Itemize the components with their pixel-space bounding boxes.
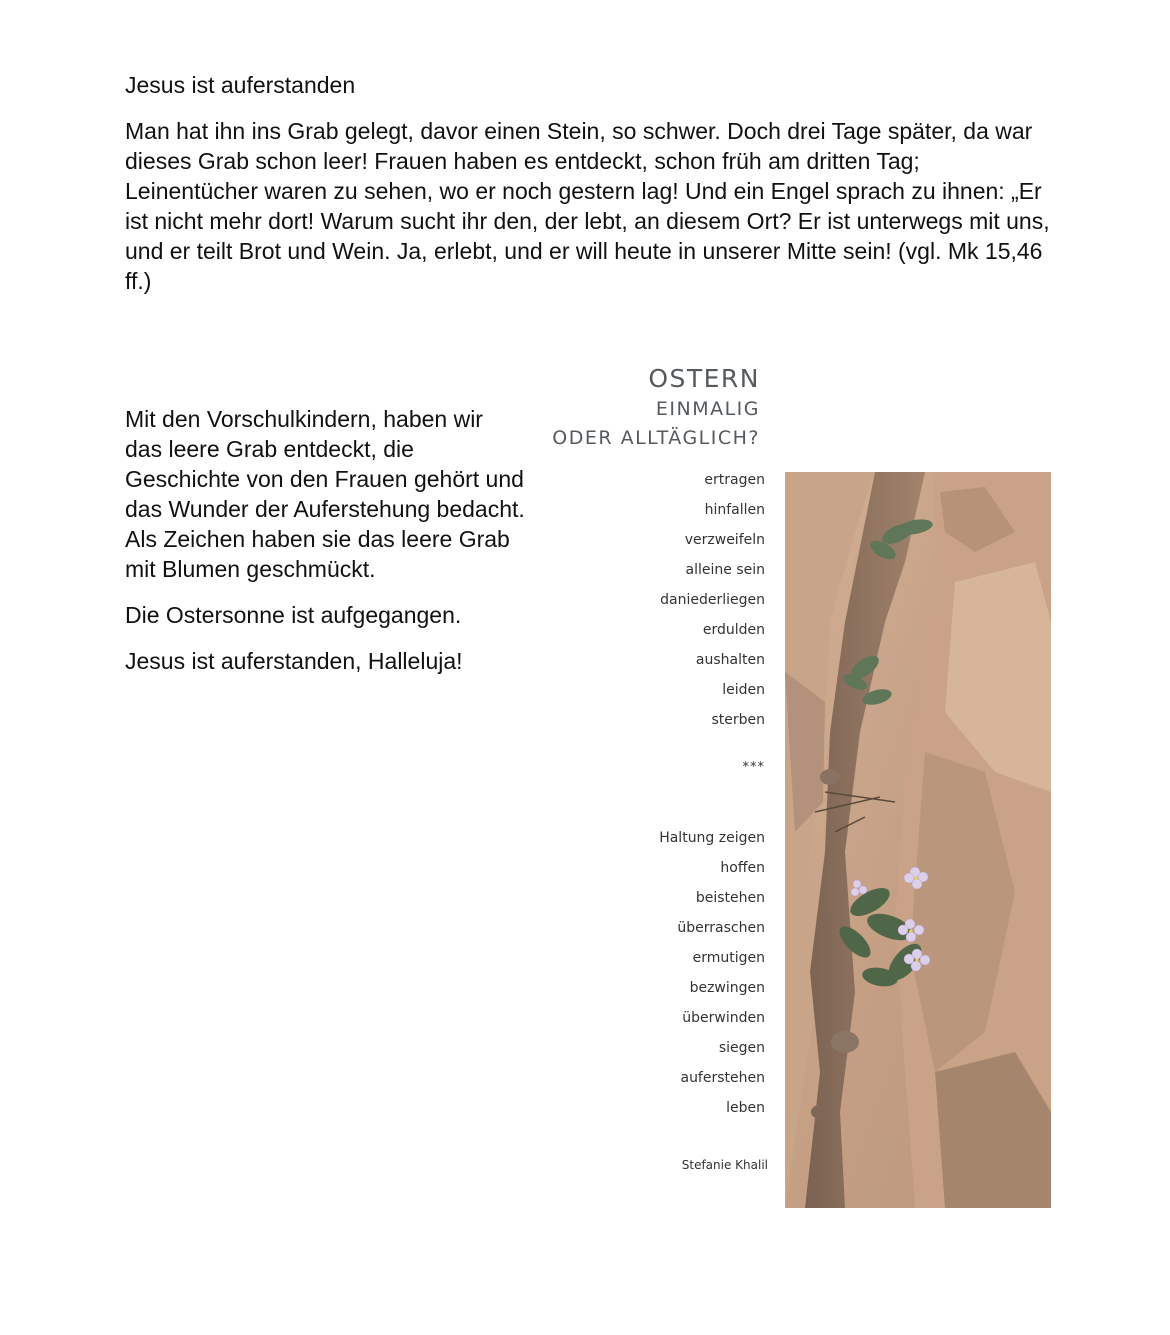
poem-verb: leiden	[722, 682, 765, 698]
paragraph-preschool: Mit den Vorschulkindern, haben wir das leere Grab entdeckt, die Geschichte von den Frauen gehört und das Wunder der Auferstehung bedacht. Als Zeichen haben sie das leere Grab mit Blumen geschmückt.	[125, 406, 525, 582]
document-title: Jesus ist auferstanden	[125, 72, 356, 98]
poem-verb: sterben	[711, 712, 765, 728]
kindergarten-text	[125, 404, 525, 692]
poem-separator: ***	[742, 760, 765, 775]
poem-verb: überraschen	[677, 920, 765, 936]
poem-title-line-2: EINMALIG	[655, 398, 760, 420]
poem-verb: ertragen	[704, 472, 765, 488]
rock-flower-photo	[785, 472, 1051, 1208]
poem-verbs-suffering	[660, 465, 765, 735]
poem-verb: überwinden	[682, 1010, 765, 1026]
paragraph-easter-sun: Die Ostersonne ist aufgegangen.	[125, 602, 462, 628]
poem-verb: ermutigen	[692, 950, 765, 966]
poem-verb: daniederliegen	[660, 592, 765, 608]
poem-verb: Haltung zeigen	[659, 830, 765, 846]
poem-verb: siegen	[718, 1040, 765, 1056]
poem-title-line-1: OSTERN	[648, 364, 760, 393]
poem-verbs-resurrection	[659, 823, 765, 1123]
poem-author: Stefanie Khalil	[681, 1158, 768, 1172]
poem-title	[552, 364, 760, 452]
poem-verb: aushalten	[695, 652, 765, 668]
poem-verb: bezwingen	[689, 980, 765, 996]
poem-verb: auferstehen	[680, 1070, 765, 1086]
poem-verb: hinfallen	[704, 502, 765, 518]
poem-verb: hoffen	[720, 860, 765, 876]
paragraph-hallelujah: Jesus ist auferstanden, Halleluja!	[125, 648, 463, 674]
poem-verb: verzweifeln	[684, 532, 765, 548]
intro-paragraph: Man hat ihn ins Grab gelegt, davor einen Stein, so schwer. Doch drei Tage später, da war dieses Grab schon leer! Frauen haben es entdeckt, schon früh am dritten Tag; Leinentücher waren zu sehen, wo er noch gestern lag! Und ein Engel sprach zu ihnen: „Er ist nicht mehr dort! Warum sucht ihr den, der lebt, an diesem Ort? Er ist unterwegs mit uns, und er teilt Brot und Wein. Ja, erlebt, und er will heute in unserer Mitte sein! (vgl. Mk 15,46 ff.)	[125, 118, 1050, 294]
poem-title-line-3: ODER ALLTÄGLICH?	[552, 427, 760, 449]
poem-verb: leben	[726, 1100, 765, 1116]
poem-verb: erdulden	[702, 622, 765, 638]
poem-verb: beistehen	[695, 890, 765, 906]
rock-flower-illustration	[785, 472, 1051, 1208]
poem-verb: alleine sein	[685, 562, 765, 578]
